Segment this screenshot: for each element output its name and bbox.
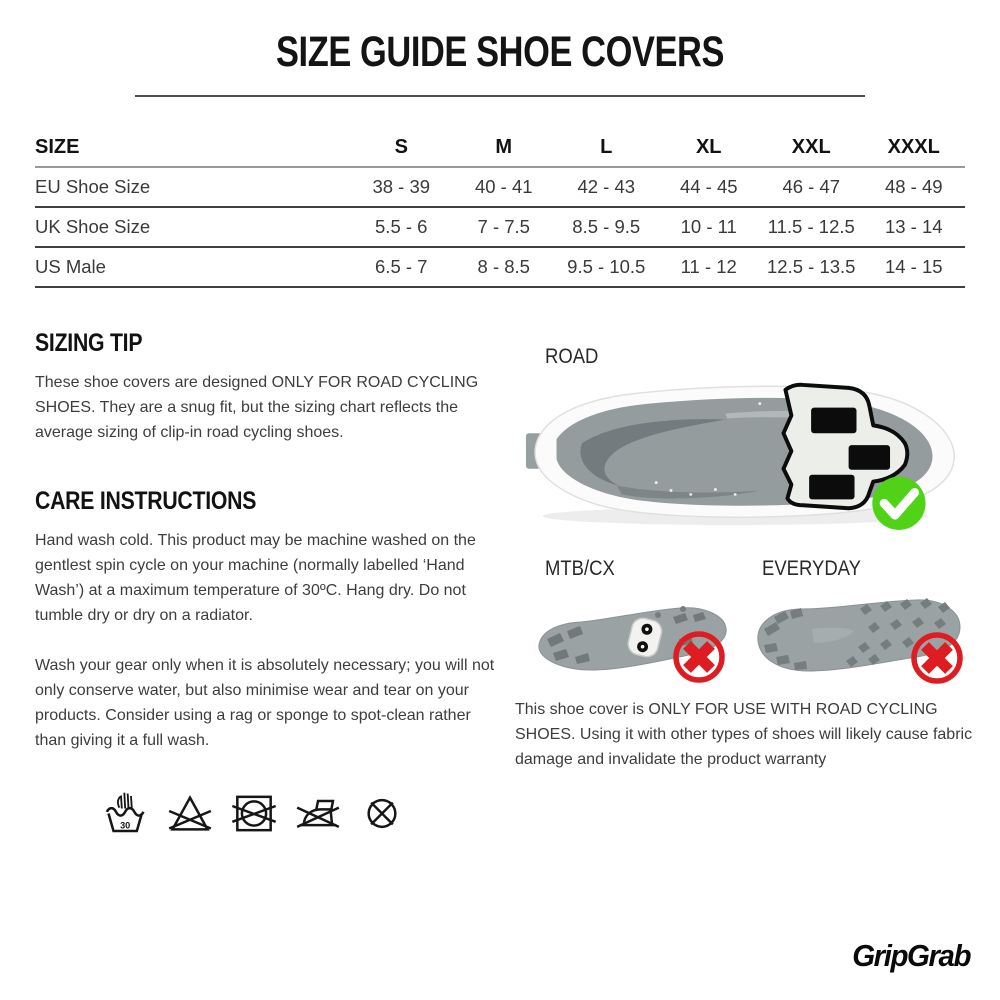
table-cell: 38 - 39 (372, 176, 431, 197)
care-instructions-heading: CARE INSTRUCTIONS (35, 487, 257, 515)
table-cell: 48 - 49 (884, 176, 943, 197)
table-cell: 11 - 12 (680, 256, 737, 277)
care-instructions-paragraph-1: Hand wash cold. This product may be machine washed on the gentlest spin cycle on your machine (normally labelled ‘Hand Wash’) at a maximum temperature of 30ºC. Hang dry. Do not tumble dry or dry on a radiator. (35, 532, 476, 624)
sizing-tip-heading: SIZING TIP (35, 329, 143, 357)
care-symbols (101, 781, 497, 841)
right-column (515, 345, 985, 772)
table-cell: 10 - 11 (680, 216, 737, 237)
road-shoe-sole-image (523, 373, 967, 531)
row-label: UK Shoe Size (35, 216, 151, 237)
left-column (35, 329, 497, 841)
table-cell: 40 - 41 (474, 176, 533, 197)
do-not-dry-clean-icon (357, 781, 407, 841)
row-label: US Male (35, 256, 106, 277)
check-icon (872, 477, 925, 530)
svg-text:30: 30 (120, 820, 131, 831)
table-cell: 44 - 45 (679, 176, 738, 197)
table-cell: 6.5 - 7 (375, 256, 428, 277)
title-divider (135, 95, 865, 97)
hand-wash-30-icon (101, 781, 151, 841)
table-cell: 8.5 - 9.5 (572, 216, 641, 237)
table-cell: 5.5 - 6 (375, 216, 428, 237)
column-header-size: SIZE (35, 136, 80, 158)
table-row-uk (35, 208, 965, 248)
size-table (35, 129, 965, 288)
column-header-xxxl: XXXL (887, 136, 940, 158)
care-instructions-paragraph-2: Wash your gear only when it is absolutely necessary; you will not only conserve water, but also minimise wear and tear on your products. Consider using a rag or sponge to spot-clean rather than giving it a full wash. (35, 657, 495, 749)
table-cell: 14 - 15 (884, 256, 943, 277)
table-row-eu (35, 168, 965, 208)
road-label: ROAD (545, 345, 599, 368)
table-cell: 12.5 - 13.5 (767, 256, 856, 277)
page-title: SIZE GUIDE SHOE COVERS (275, 28, 725, 76)
sub-labels-row (515, 557, 985, 581)
column-header-xxl: XXL (791, 136, 831, 158)
mtb-shoe-sole-image (533, 595, 733, 687)
column-header-xl: XL (695, 136, 722, 158)
sizing-tip-text: These shoe covers are designed ONLY FOR ROAD CYCLING SHOES. They are a snug fit, but the sizing chart reflects the average sizing of clip-in road cycling shoes. (35, 374, 479, 441)
do-not-tumble-dry-icon (229, 781, 279, 841)
table-cell: 7 - 7.5 (477, 216, 530, 237)
everyday-label: EVERYDAY (762, 557, 861, 580)
table-cell: 11.5 - 12.5 (767, 216, 855, 237)
table-row-us (35, 248, 965, 288)
do-not-iron-icon (293, 781, 343, 841)
table-cell: 9.5 - 10.5 (567, 256, 646, 277)
road-only-warning-text: This shoe cover is ONLY FOR USE WITH ROAD CYCLING SHOES. Using it with other types of shoes will likely cause fabric damage and invalidate the product warranty (515, 701, 973, 768)
table-cell: 42 - 43 (577, 176, 636, 197)
sub-shoes-row (515, 587, 985, 689)
column-header-m: M (495, 136, 513, 158)
table-cell: 8 - 8.5 (477, 256, 530, 277)
gripgrab-logo: GripGrab (852, 938, 970, 973)
table-cell: 46 - 47 (782, 176, 841, 197)
mtb-label: MTB/CX (545, 557, 615, 580)
do-not-bleach-icon (165, 781, 215, 841)
column-header-l: L (600, 136, 613, 158)
size-table-header-row (35, 129, 965, 168)
column-header-s: S (394, 136, 408, 158)
table-cell: 13 - 14 (884, 216, 943, 237)
everyday-shoe-sole-image (750, 589, 966, 685)
row-label: EU Shoe Size (35, 176, 151, 197)
